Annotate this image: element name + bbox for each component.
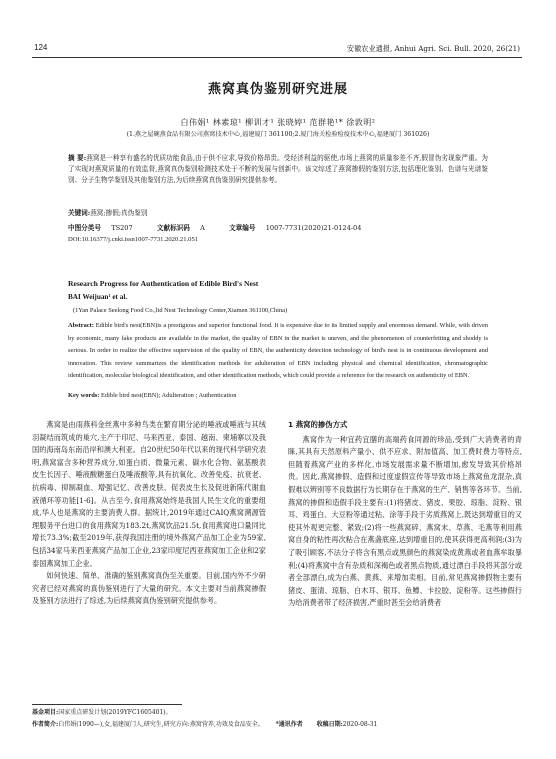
clc-value: TS207 bbox=[111, 224, 133, 232]
authors-en: BAI Weijuan¹ et al. bbox=[68, 293, 128, 301]
keywords-cn-label: 关键词: bbox=[68, 209, 91, 217]
keywords-en-text: Edible bird nest(EBN); Adulteration ; Authentication bbox=[101, 392, 237, 399]
body-paragraph: 燕窝是由雨燕科金丝燕中多种鸟类在繁育期分泌的唾液或唾液与其绒羽凝结而筑成的巢穴,主产于印尼、马来西亚、泰国、越南、柬埔寨以及我国的海南岛东南沿岸和澳大利亚。自20世纪50年代以来的现代科学研究表明,燕窝富含多种营养成分,如蛋白质、微量元素、碳水化合物、氨基酸表皮生长因子、唾液酸糖蛋白及唾液酸等,具有抗氧化、改善免疫、抗衰老、抗病毒、抑制凝血、增强记忆、改善皮肤、促表皮生长及促进新陈代谢血液循环等功能[1-6]。从古至今,食用燕窝始终是我国人民生文化的重要组成,华人也是燕窝的主要消费人群。据统计,2019年通过CAIQ燕窝溯源管理服务平台进口的食用燕窝为183.2t,燕窝饮品21.5t,食用燕窝进口量同比增长73.3%;截至2019年,获得我国注册的境外燕窝产品加工企业为59家,包括34家马来西亚燕窝产品加工企业,23家印度尼西亚燕窝加工企业和2家泰国燕窝加工企业。 bbox=[32, 420, 266, 568]
footnote-rule bbox=[32, 704, 182, 705]
body-paragraph: 如何快速、简单、准确的鉴别燕窝真伪至关重要。目前,国内外不少研究者已经对燕窝的真伪鉴别进行了大量的研究。本文主要对当前燕窝掺假及鉴别方法进行了综述,为后续燕窝真伪鉴别研究提供参考。 bbox=[32, 571, 266, 606]
section-heading: 1 燕窝的掺伪方式 bbox=[288, 420, 348, 429]
received-label: 收稿日期: bbox=[316, 721, 343, 728]
body-right-column bbox=[288, 419, 522, 610]
paper-title-cn: 燕窝真伪鉴别研究进展 bbox=[207, 82, 348, 97]
clc-label: 中图分类号 bbox=[68, 224, 101, 232]
paper-title-en: Research Progress for Authentication of Edible Bird's Nest bbox=[68, 279, 259, 288]
fund-note bbox=[32, 707, 172, 716]
journal-header: 安徽农业通报, Anhui Agri. Sci. Bull. 2020, 26(21) bbox=[346, 44, 520, 53]
keywords-cn bbox=[68, 208, 488, 219]
abstract-en-text: Edible bird's nest(EBN)is a prestigious and superior functional food. It is expensive due to its limited supply and enormous demand. While, with driven by economic, many fake products are available in the market, the quality of EBN in the market is uneven, and the phenomenon of counterfeiting and shoddy is serious. In order to realize the effective supervision of the quality of EBN, the authenticity detection technology of bird's nest is in continuous development and innovation. This review summarizes the identification methods for adulteration of EBN including physical and chemical identification, chromatographic identification, molecular biological identification, and other identification methods, which could provide a reference for the research on authenticity of EBN. bbox=[68, 322, 488, 380]
header-rule bbox=[32, 57, 522, 58]
keywords-en bbox=[68, 392, 488, 399]
fund-label: 基金项目: bbox=[32, 709, 59, 716]
keywords-cn-text: 燕窝;掺假;真伪鉴别 bbox=[90, 209, 148, 217]
fund-text: 国家重点研发计划(2019YFC1605401)。 bbox=[58, 709, 172, 716]
keywords-en-label: Key words: bbox=[68, 392, 100, 399]
author-info-label: 作者简介: bbox=[32, 721, 59, 728]
doc-code-value: A bbox=[200, 224, 205, 232]
article-no-value: 1007-7731(2020)21-0124-04 bbox=[265, 224, 362, 232]
affiliation-en: (1Yan Palace Seelong Food Co.,ltd Nest Technology Center,Xiamen 361100,China) bbox=[73, 307, 288, 314]
corresponding-label: *通讯作者 bbox=[275, 721, 303, 728]
article-no-label: 文章编号 bbox=[229, 224, 256, 232]
body-left-column bbox=[32, 419, 266, 608]
authors-cn: 白伟娟¹ 林素琼¹ 柳训才¹ 张晓婷¹ 范群艳¹* 徐敦明² bbox=[180, 118, 376, 127]
author-note bbox=[32, 719, 377, 728]
abstract-cn bbox=[68, 153, 488, 187]
abstract-en-label: Abstract: bbox=[68, 322, 94, 329]
body-paragraph: 燕窝作为一种宜药宜膳的高端药食同源的珍品,受到广大消费者的青睐,其具有天然原料产量小、供不应求、附加值高、加工费时费力等特点,但随着燕窝产业的多样化,市场发展需求量不断增加,愈发导致其价格昂贵。因此,燕窝掺假、造假和过度虚假宣传等导致市场上燕窝鱼龙混杂,真假难以辨别等不良数据行为长期存在于燕窝的生产、销售等各环节。当前,燕窝的掺假和造假手段主要有:(1)将猪皮、猪皮、果胶、琼脂、淀粉、银耳、鸡蛋白、大豆粉等通过粘、涂等手段于劣质燕窝上,既达到增重目的又使其外观更完整、紧致;(2)将一些燕窝碎、燕窝末、草燕、毛燕等利用燕窝自身的粘性再次粘合在燕盏底座,达到增重目的,使其获得更高利润;(3)为了吸引顾客,不法分子将含有黑点或黑颜色的燕窝染成黄燕或者血燕牟取暴利;(4)将燕窝中含有杂质和深褐色或者黑点物质,通过漂白手段将其部分或者全部漂白,成为白燕、黄燕、来增加卖相。目前,常见燕窝掺假物主要有猪皮、蛋清、琼脂、白木耳、银耳、鱼鳔、卡拉胶、淀粉等。这些掺假行为给消费者带了经济损害,严重时甚至会给消费者 bbox=[288, 434, 522, 608]
doc-code-label: 文献标识码 bbox=[156, 224, 190, 232]
affiliation-cn: (1.燕之屋碗燕食品有限公司燕窝技术中心,福建厦门 361100;2.厦门海关检验检疫技术中心,福建厦门 361026) bbox=[126, 131, 430, 138]
abstract-en bbox=[68, 320, 488, 383]
received-date: 2020-08-31 bbox=[342, 721, 378, 728]
abstract-cn-label: 摘 要: bbox=[68, 154, 87, 162]
abstract-cn-text: 燕窝是一种享有盛名的优质功能食品,由于供不应求,导致价格昂贵。受经济利益的驱使,市场上燕窝的质量参差不齐,假冒伪劣现象严重。为了实现对燕窝质量的有效监督,燕窝真伪鉴别检测技术处于不断的发展与创新中。该文综述了燕窝掺假的鉴别方法,包括理化鉴别、色谱与光谱鉴别、分子生物学鉴别及其他鉴别方法,为后续燕窝真伪鉴别研究提供参考。 bbox=[68, 154, 488, 185]
doi: DOI:10.16377/j.cnki.issn1007-7731.2020.21.051 bbox=[68, 236, 199, 243]
classification-line bbox=[68, 222, 361, 232]
page-number: 124 bbox=[34, 43, 48, 52]
author-info-text: 白伟娟(1990—),女,福建厦门人,研究生,研究方向:燕窝营养,功效及食品安全。 bbox=[58, 721, 264, 728]
